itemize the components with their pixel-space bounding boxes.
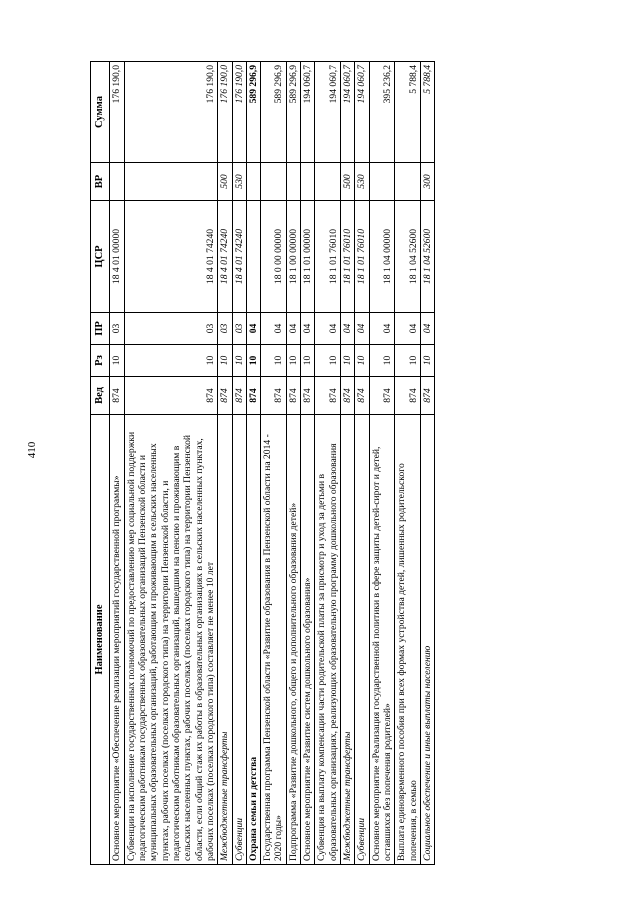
cell-rz: 10 bbox=[395, 345, 421, 377]
cell-vr: 530 bbox=[355, 163, 369, 201]
cell-vr bbox=[261, 163, 287, 201]
cell-name: Субвенции bbox=[232, 415, 246, 865]
cell-ved: 874 bbox=[218, 377, 232, 415]
cell-ved: 874 bbox=[395, 377, 421, 415]
cell-sum: 589 296,9 bbox=[246, 62, 260, 163]
cell-rz: 10 bbox=[232, 345, 246, 377]
cell-vr bbox=[301, 163, 315, 201]
table-row bbox=[246, 62, 260, 865]
rotated-table-region bbox=[90, 62, 583, 865]
cell-vr bbox=[369, 163, 395, 201]
table-row bbox=[420, 62, 434, 865]
cell-vr bbox=[124, 163, 218, 201]
cell-name: Выплата единовременного пособия при всех формах устройства детей, лишенных родительского попечения, в семью bbox=[395, 415, 421, 865]
cell-pr: 04 bbox=[355, 313, 369, 345]
cell-vr bbox=[110, 163, 124, 201]
cell-ved: 874 bbox=[124, 377, 218, 415]
cell-vr bbox=[315, 163, 341, 201]
cell-sum: 176 190,0 bbox=[124, 62, 218, 163]
cell-ved: 874 bbox=[315, 377, 341, 415]
table-row bbox=[261, 62, 287, 865]
cell-vr bbox=[286, 163, 300, 201]
cell-vr: 530 bbox=[232, 163, 246, 201]
cell-rz: 10 bbox=[315, 345, 341, 377]
cell-ved: 874 bbox=[232, 377, 246, 415]
cell-csr: 18 4 01 74240 bbox=[232, 201, 246, 313]
cell-ved: 874 bbox=[341, 377, 355, 415]
cell-rz: 10 bbox=[355, 345, 369, 377]
cell-rz: 10 bbox=[286, 345, 300, 377]
cell-pr: 04 bbox=[301, 313, 315, 345]
cell-name: Социальное обеспечение и иные выплаты населению bbox=[420, 415, 434, 865]
header-vr: ВР bbox=[91, 163, 110, 201]
cell-vr: 500 bbox=[218, 163, 232, 201]
cell-csr: 18 1 01 00000 bbox=[301, 201, 315, 313]
table-row bbox=[369, 62, 395, 865]
table-wrapper bbox=[90, 62, 583, 865]
budget-table bbox=[90, 61, 435, 865]
table-row bbox=[341, 62, 355, 865]
header-ved: Вед bbox=[91, 377, 110, 415]
table-header-row bbox=[91, 62, 110, 865]
page-number: 410 bbox=[26, 441, 38, 459]
cell-pr: 04 bbox=[261, 313, 287, 345]
cell-pr: 03 bbox=[124, 313, 218, 345]
cell-sum: 194 060,7 bbox=[315, 62, 341, 163]
cell-sum: 5 788,4 bbox=[395, 62, 421, 163]
cell-ved: 874 bbox=[420, 377, 434, 415]
cell-ved: 874 bbox=[369, 377, 395, 415]
cell-name: Субвенции bbox=[355, 415, 369, 865]
table-row bbox=[124, 62, 218, 865]
cell-sum: 176 190,0 bbox=[110, 62, 124, 163]
header-rz: Рз bbox=[91, 345, 110, 377]
table-row bbox=[395, 62, 421, 865]
table-row bbox=[301, 62, 315, 865]
cell-sum: 589 296,9 bbox=[286, 62, 300, 163]
cell-pr: 04 bbox=[286, 313, 300, 345]
cell-name: Межбюджетные трансферты bbox=[218, 415, 232, 865]
table-body bbox=[110, 62, 435, 865]
cell-sum: 194 060,7 bbox=[355, 62, 369, 163]
cell-csr: 18 0 00 00000 bbox=[261, 201, 287, 313]
cell-csr: 18 1 01 76010 bbox=[315, 201, 341, 313]
cell-pr: 04 bbox=[315, 313, 341, 345]
cell-ved: 874 bbox=[286, 377, 300, 415]
cell-rz: 10 bbox=[110, 345, 124, 377]
cell-sum: 176 190,0 bbox=[218, 62, 232, 163]
cell-sum: 5 788,4 bbox=[420, 62, 434, 163]
cell-pr: 03 bbox=[218, 313, 232, 345]
cell-rz: 10 bbox=[301, 345, 315, 377]
table-row bbox=[315, 62, 341, 865]
cell-vr: 500 bbox=[341, 163, 355, 201]
cell-pr: 04 bbox=[246, 313, 260, 345]
cell-sum: 194 060,7 bbox=[301, 62, 315, 163]
cell-name: Субвенции на исполнение государственных полномочий по предоставлению мер социальной поддержки педагогическим работникам государственных образовательных организаций Пензенской области и муниципальных образовательных организаций, работающим и проживающим в сельских населенных пунктах, рабочих поселках (поселках городского типа) на территории Пензенской области, и педагогическим работникам образовательных организаций, вышедшим на пенсию и проживающим в сельских населенных пунктах, рабочих поселках (поселках городского типа) на территории Пензенской области, если общий стаж их работы в образовательных организациях в сельских населенных пунктах, рабочих поселках (поселках городского типа) составляет не менее 10 лет bbox=[124, 415, 218, 865]
cell-vr: 300 bbox=[420, 163, 434, 201]
header-csr: ЦСР bbox=[91, 201, 110, 313]
cell-pr: 04 bbox=[341, 313, 355, 345]
cell-vr bbox=[246, 163, 260, 201]
cell-name: Основное мероприятие «Обеспечение реализации мероприятий государственной программы» bbox=[110, 415, 124, 865]
cell-csr: 18 1 01 76010 bbox=[355, 201, 369, 313]
cell-csr: 18 4 01 00000 bbox=[110, 201, 124, 313]
cell-pr: 04 bbox=[369, 313, 395, 345]
cell-sum: 395 236,2 bbox=[369, 62, 395, 163]
cell-name: Основное мероприятие «Развитие систем дошкольного образования» bbox=[301, 415, 315, 865]
cell-rz: 10 bbox=[420, 345, 434, 377]
cell-sum: 176 190,0 bbox=[232, 62, 246, 163]
cell-pr: 03 bbox=[232, 313, 246, 345]
cell-name: Охрана семьи и детства bbox=[246, 415, 260, 865]
cell-csr: 18 1 01 76010 bbox=[341, 201, 355, 313]
cell-name: Подпрограмма «Развитие дошкольного, общего и дополнительного образования детей» bbox=[286, 415, 300, 865]
cell-rz: 10 bbox=[246, 345, 260, 377]
cell-csr: 18 1 04 52600 bbox=[420, 201, 434, 313]
cell-pr: 03 bbox=[110, 313, 124, 345]
table-row bbox=[355, 62, 369, 865]
table-row bbox=[286, 62, 300, 865]
cell-csr: 18 4 01 74240 bbox=[218, 201, 232, 313]
cell-rz: 10 bbox=[341, 345, 355, 377]
cell-rz: 10 bbox=[124, 345, 218, 377]
table-row bbox=[110, 62, 124, 865]
table-row bbox=[232, 62, 246, 865]
header-name: Наименование bbox=[91, 415, 110, 865]
cell-csr bbox=[246, 201, 260, 313]
header-pr: ПР bbox=[91, 313, 110, 345]
cell-ved: 874 bbox=[355, 377, 369, 415]
cell-name: Межбюджетные трансферты bbox=[341, 415, 355, 865]
cell-sum: 194 060,7 bbox=[341, 62, 355, 163]
cell-vr bbox=[395, 163, 421, 201]
cell-csr: 18 1 00 00000 bbox=[286, 201, 300, 313]
cell-name: Основное мероприятие «Реализация государственной политики в сфере защиты детей-сирот и детей, оставшихся без попечения родителей» bbox=[369, 415, 395, 865]
cell-pr: 04 bbox=[420, 313, 434, 345]
cell-ved: 874 bbox=[301, 377, 315, 415]
table-row bbox=[218, 62, 232, 865]
cell-csr: 18 4 01 74240 bbox=[124, 201, 218, 313]
cell-sum: 589 296,9 bbox=[261, 62, 287, 163]
cell-ved: 874 bbox=[246, 377, 260, 415]
cell-rz: 10 bbox=[369, 345, 395, 377]
cell-name: Государственная программа Пензенской области «Развитие образования в Пензенской области на 2014 - 2020 годы» bbox=[261, 415, 287, 865]
cell-rz: 10 bbox=[261, 345, 287, 377]
cell-ved: 874 bbox=[261, 377, 287, 415]
header-sum: Сумма bbox=[91, 62, 110, 163]
cell-ved: 874 bbox=[110, 377, 124, 415]
cell-pr: 04 bbox=[395, 313, 421, 345]
cell-rz: 10 bbox=[218, 345, 232, 377]
cell-csr: 18 1 04 00000 bbox=[369, 201, 395, 313]
cell-csr: 18 1 04 52600 bbox=[395, 201, 421, 313]
cell-name: Субвенция на выплату компенсации части родительской платы за присмотр и уход за детьми в образовательных организациях, реализующих образовательную программу дошкольного образования bbox=[315, 415, 341, 865]
